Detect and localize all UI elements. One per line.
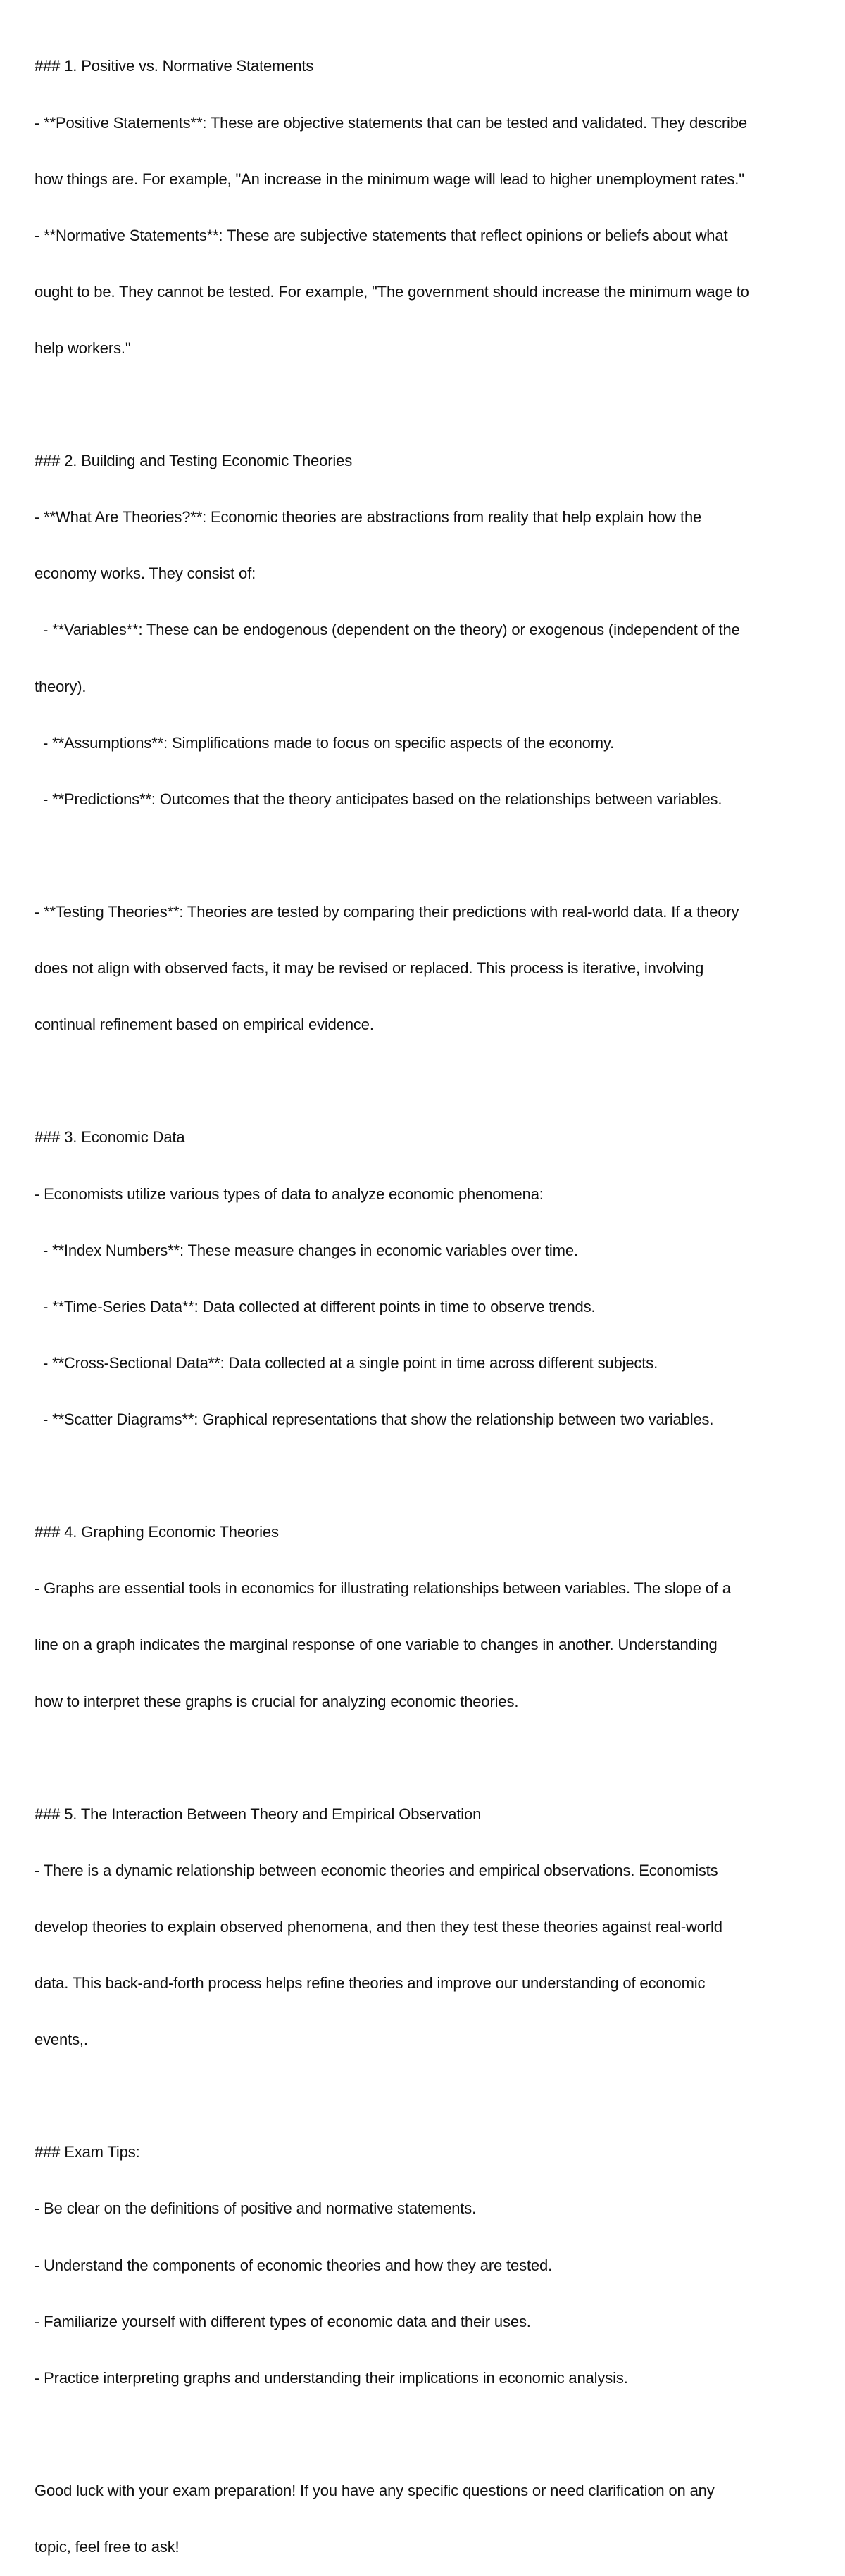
text-line: does not align with observed facts, it may be revised or replaced. This process is iterative, involving — [35, 959, 704, 978]
blank-line — [35, 2087, 816, 2106]
blank-line — [35, 1467, 816, 1486]
heading-economic-data: ### 3. Economic Data — [35, 1128, 185, 1147]
text-line: economy works. They consist of: — [35, 564, 256, 583]
text-line: how things are. For example, "An increase in the minimum wage will lead to higher unemployment rates." — [35, 170, 744, 188]
text-line: - **Time-Series Data**: Data collected at different points in time to observe trends. — [35, 1297, 596, 1315]
text-line: - **What Are Theories?**: Economic theories are abstractions from reality that help explain how the — [35, 508, 702, 526]
text-line: - Understand the components of economic theories and how they are tested. — [35, 2256, 553, 2274]
text-line: events,. — [35, 2031, 88, 2049]
text-line: - Economists utilize various types of data to analyze economic phenomena: — [35, 1185, 544, 1203]
text-line: data. This back-and-forth process helps refine theories and improve our understanding of economic — [35, 1974, 706, 1993]
text-line: theory). — [35, 677, 87, 695]
text-line: - **Testing Theories**: Theories are tested by comparing their predictions with real-world data. If a theory — [35, 903, 739, 921]
text-line: - Familiarize yourself with different types of economic data and their uses. — [35, 2312, 531, 2330]
text-line: - **Positive Statements**: These are objective statements that can be tested and validated. They describe — [35, 113, 747, 132]
text-line: - Be clear on the definitions of positive and normative statements. — [35, 2199, 477, 2218]
closing-text-line: topic, feel free to ask! — [35, 2538, 180, 2556]
text-line: - **Scatter Diagrams**: Graphical representations that show the relationship between two variables. — [35, 1410, 714, 1428]
text-line: - Practice interpreting graphs and understanding their implications in economic analysis. — [35, 2368, 628, 2387]
text-line: line on a graph indicates the marginal response of one variable to changes in another. Understanding — [35, 1636, 718, 1654]
text-line: help workers." — [35, 339, 131, 357]
text-line: - **Predictions**: Outcomes that the theory anticipates based on the relationships between variables. — [35, 790, 722, 808]
closing-text-line: Good luck with your exam preparation! If you have any specific questions or need clarification on any — [35, 2482, 715, 2499]
blank-line — [35, 2425, 816, 2444]
text-line: - **Variables**: These can be endogenous (dependent on the theory) or exogenous (independent of the — [35, 621, 740, 639]
heading-exam-tips: ### Exam Tips: — [35, 2143, 140, 2161]
text-line: how to interpret these graphs is crucial for analyzing economic theories. — [35, 1692, 519, 1710]
heading-graphing-theories: ### 4. Graphing Economic Theories — [35, 1523, 279, 1541]
heading-theory-empirical-interaction: ### 5. The Interaction Between Theory and Empirical Observation — [35, 1805, 482, 1823]
blank-line — [35, 1072, 816, 1091]
document-body — [35, 20, 816, 2576]
text-line: - **Assumptions**: Simplifications made to focus on specific aspects of the economy. — [35, 733, 615, 752]
blank-line — [35, 847, 816, 866]
text-line: develop theories to explain observed phenomena, and then they test these theories against real-world — [35, 1917, 722, 1936]
text-line: - **Normative Statements**: These are subjective statements that reflect opinions or beliefs about what — [35, 226, 728, 244]
heading-positive-vs-normative: ### 1. Positive vs. Normative Statements — [35, 57, 314, 75]
blank-line — [35, 396, 816, 415]
text-line: continual refinement based on empirical evidence. — [35, 1016, 374, 1034]
text-line: ought to be. They cannot be tested. For example, "The government should increase the minimum wage to — [35, 282, 749, 301]
text-line: - **Cross-Sectional Data**: Data collected at a single point in time across different subjects. — [35, 1353, 658, 1372]
text-line: - Graphs are essential tools in economics for illustrating relationships between variables. The slope of a — [35, 1579, 731, 1598]
blank-line — [35, 1749, 816, 1768]
text-line: - **Index Numbers**: These measure changes in economic variables over time. — [35, 1241, 578, 1259]
heading-building-testing-theories: ### 2. Building and Testing Economic Theories — [35, 452, 353, 470]
text-line: - There is a dynamic relationship between economic theories and empirical observations. Economists — [35, 1861, 718, 1879]
